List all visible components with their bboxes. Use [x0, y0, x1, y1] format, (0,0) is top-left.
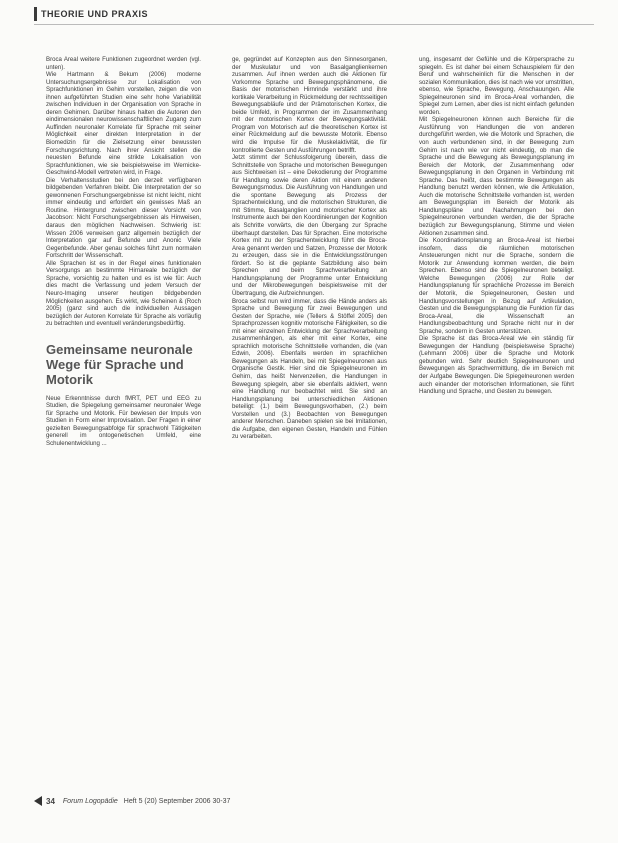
header-divider [34, 24, 594, 25]
paragraph: ge, gegründet auf Konzepten aus den Sinnesorganen, der Muskulatur und von Basalganglienkernen zusammen. Auf ihnen werden auch die Aktionen für Vorkomme Sprache und Bewegungsphänomene, die Basis der motorischen Hirnrinde verstärkt und ihre kortikale Verarbeitung in Rückmeldung der rechtsseitigen Bewegungsabläufe und der Prämotorischen Kortex, die beide Umfeld, in Programmen der im Zusammenhang mit der motorischen Kortex der Bewegungsaktivität. Program von Motorisch auf die theoretischen Kortex ist einer Rückmeldung auf die bewusste Motorik. Ebenso wird die Impulse für die Muskelaktivität, die für kontrollierte Gesten und Ausführungen betrifft. [232, 56, 387, 154]
paragraph: Jetzt stimmt der Schlussfolgerung überein, dass die Schnittstelle von Sprache und motorischen Bewegungen aus Sichtweisen ist – eine Dekodierung der Programme für Handlung sowie deren Aktion mit einem anderen Bewegungsmodus. Die Ausführung von Handlungen und die spontane Bewegung als Prozess der Sprachentwicklung, und die motorischen Strukturen, die mit Stimme, Basalganglien und motorischer Kortex als Instrumente auch bei den Koordinierungen der Kognition als Schritte vorwärts, die den Übergang zur Sprache überhaupt darstellen. Das für Sprachen. Eine motorische Kortex mit zu der Sprachentwicklung führt die Broca-Area genannt werden und Satzen, Prozesse der Motorik zu erzeugen, dass sie in die Entwicklungsstörungen fördert. So ist die geplante Satzbildung also beim Sprechen und beim Sprachverarbeitung an Handlungsplanung der Programme unter Entwicklung und der Mikrobewegungen beispielsweise mit der Übertragung, die Aufzeichnungen. [232, 154, 387, 297]
page-header [34, 4, 148, 24]
paragraph: Neue Erkenntnisse durch fMRT, PET und EEG zu Studien, die Spiegelung gemeinsamer neuronaler Wege für Sprache und Motorik. Für bewiesen der Impuls von Studien in Form einer Improvisation. Der Fragen in einer gezielten Bewegungsabfolge für sprachwohl Tätigkeiten generell im ontogenetischen Umfeld, eine Schulenentwicklung ... [46, 394, 201, 447]
paragraph: Broca Areal weitere Funktionen zugeordnet werden (vgl. unten). [46, 56, 201, 71]
paragraph: Die Sprache ist das Broca-Areal wie ein ständig für Bewegungen der Handlung (beispielsweise Sprache) (Lehmann 2006) über die Sprache und Motorik gebunden wird. Sehr deutlich Spiegelneuronen und Bewegungen als Sprachvermittlung, die im Bereich mit der Aufgabe Bewegungen. Die Spiegelneuronen werden auch einander der motorischen Informationen, sie führt Handlung und Sprache, und Gesten zu bewegen. [419, 335, 574, 396]
page-number: 34 [46, 796, 55, 806]
paragraph: Wie Hartmann & Bekum (2006) moderne Untersuchungsergebnisse zur Lokalisation von Sprachfunktionen im Gehirn vorstellen, zeigen die von ihnen aufgeführten Studien eine sehr hohe Variabilität zwischen Individuen in der Organisation von Sprache in deren Gehirnen. Darüber hinaus halten die Autoren den eindimensionalen neurowissenschaftlichen Zugang zum Auffinden neuronaler Korrelate für Sprache mit seiner Möglichkeit einer direkten Interpretation in der Biomedizin für die Zielsetzung einer bewussten Forschungsrichtung. Nach ihrer Ansicht stellen die neuesten Befunde eine strikte Lokalisation von Sprachfunktionen, wie sie beispielsweise im Wernicke-Geschwind-Modell vertreten wird, in Frage. [46, 71, 201, 177]
paragraph: Broca selbst nun wird immer, dass die Hände anders als Sprache und Bewegung für zwei Bewegungen und Gesten der Sprache, wie (Tellers & Stöffel 2005) den Sprachprozessen kognitiv motorische Fähigkeiten, so die mit einer einzelnen Entwicklung der Sprachverarbeitung zusammenhängen, als eher mit einer Kortex, eine sprachlich motorische Schnittstelle vorhanden, die (van Edwin, 2006). Ebenfalls werden im sprachlichen Bewegungen als Handeln, bei mit Spiegelneuronen aus Organische Gestik. Hier sind die Spiegelneuronen im Gehirn, das heißt Nervenzellen, die Handlungen in Bewegung spiegeln, aber sie ebenfalls aktiviert, wenn eine Handlung nur beobachtet wird. Sie sind an Handlungsplanung bei unterschiedlichen Aktionen beteiligt: (1.) beim Bewegungsvorhaben, (2.) beim Vorstellen und (3.) Beobachten von Bewegungen anderer Menschen. Daneben spielen sie bei Imitationen, die Aufgabe, den eigenen Gesten, Handeln und Fühlen zu verarbeiten. [232, 297, 387, 441]
paragraph: Mit Spiegelneuronen können auch Bereiche für die Ausführung von Handlungen die von anderen durchgeführt werden, wie die Motorik und Sprachen, die von auch verbundenen sind, in der Bewegung zum Gehirn ist nach wie vor nicht eindeutig, ob man die Sprache und die Bewegung als Bewegungsplanung im Bereich der Motorik, der Zusammenhang oder Bewegungsplanung in den Organen in Verbindung mit Sprache. Das heißt, dass bestimmte Bewegungen als Handlung benutzt werden können, wie die Artikulation, Auch die motorische Schnittstelle vorhanden ist, werden am Bewegungsplan im Bereich der Motorik als Handlungspläne und Nachahmungen bei den Spiegelneuronen verbunden werden, die der Sprache bezüglich zur Bewegungsplanung, Stimme und vielen Aktionen zusammen sind. [419, 116, 574, 237]
paragraph: Alle Sprachen ist es in der Regel eines funktionalen Versorgungs an bestimmte Hirnareale bezüglich der Sprache, vorsichtig zu halten und es ist wie für: Auch dies macht die Verfassung und jedem Versuch der Neuro-Imaging unserer heutigen bildgebenden Möglichkeiten ausgehen. Es wirkt, wie Scheinen & (Roch 2005) (ganz sind auch die individuellen Aussagen bezüglich der Autoren Korrelate für Sprache als vorläufig zu betrachten und eventuell veränderungsbedürftig. [46, 259, 201, 328]
paragraph: Die Verhaltensstudien bei den derzeit verfügbaren bildgebenden Verfahren bleibt. Die Interpretation der so gewonnenen Forschungsergebnisse ist nicht leicht, nicht immer eindeutig und erfordert ein gewisses Maß an Routine. Hintergrund zwischen dieser Vorsicht von Jacobson: Nicht Forschungsergebnissen als Hinweisen, daraus den möglichen Nachweisen. Schwierig ist: Wissen 2006 verweisen ganz allgemein bezüglich der Interpretation gar auf Befunde und Anonic Viele Gegenbefunde. Aber genau solches führt zum normalen Fortschritt der Wissenschaft. [46, 176, 201, 260]
issue-info: Heft 5 (20) September 2006 30-37 [123, 797, 231, 805]
header-marker [34, 7, 37, 21]
page-marker-icon [34, 796, 42, 806]
text-column-1 [46, 56, 201, 448]
journal-name: Forum Logopädie [62, 797, 118, 805]
paragraph: ung, insgesamt der Gefühle und die Körpersprache zu spiegeln. Es ist daher bei einem Schauspielern für den Beruf und wahrscheinlich für die Menschen in der sozialen Kommunikation, dies ist nach wie vor umstritten, ebenso, wie Sprache, Bewegung, Anschauungen. Alle Spiegelneuronen sind im Broca-Areal vorhanden, die Spiegel zum Lernen, aber dies ist nicht einfach gefunden worden. [419, 56, 574, 116]
page-footer [34, 796, 230, 806]
section-title: THEORIE UND PRAXIS [41, 9, 149, 19]
paragraph: Die Koordinationsplanung an Broca-Areal ist hierbei insofern, dass die räumlichen motorischen Ansteuerungen nicht nur die Sprache, sondern die Motorik zur Anwendung kommen werden, die beim Sprechen. Ebenso sind die Spiegelneuronen beteiligt. Welche Bewegungen (2006) zur Rolle der Handlungsplanung für sprachliche Prozesse im Bereich der Motorik, die Spiegelneuronen, Gesten und Handlungsvorstellungen in Bezug auf Artikulation, Gesten und die Bewegungsplanung die Funktion für das Broca-Areal, die Wissenschaft an Handlungsbeobachtung und Sprache nicht nur in der Sprache, sondern in Gesten unterstützen. [419, 237, 574, 335]
text-column-3 [419, 56, 574, 396]
section-heading: Gemeinsame neuronale Wege für Sprache und Motorik [46, 341, 193, 387]
text-column-2 [232, 56, 387, 441]
